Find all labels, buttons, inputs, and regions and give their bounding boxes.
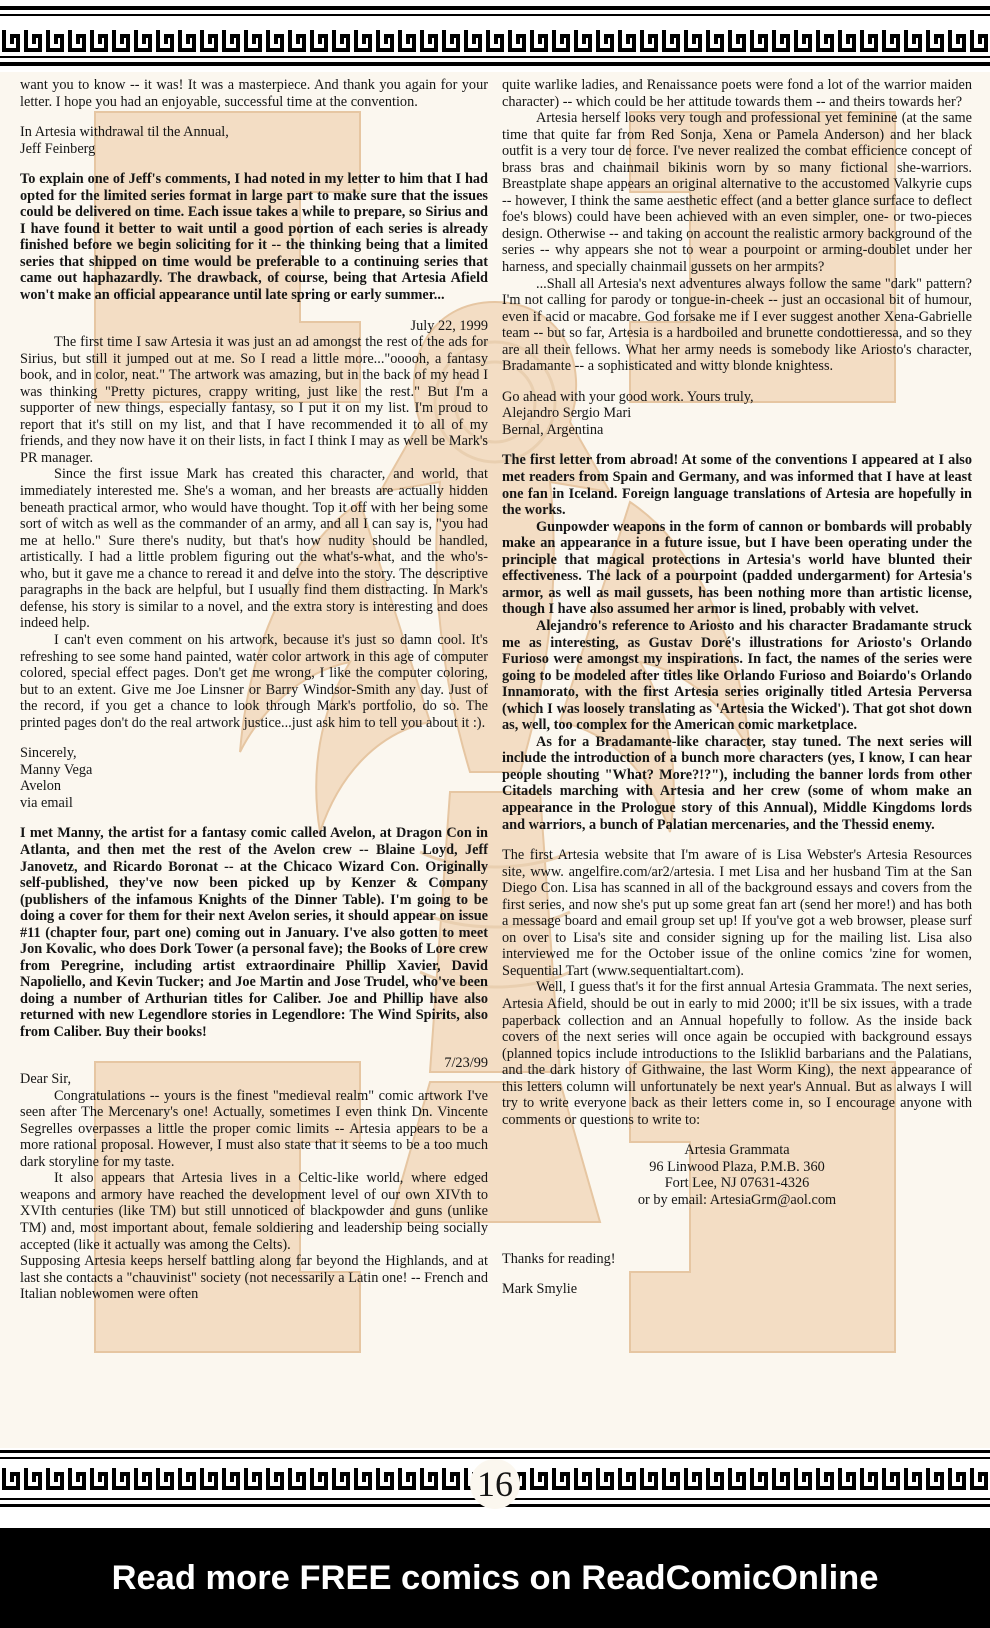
paragraph: I met Manny, the artist for a fantasy comic called Avelon, at Dragon Con in Atlanta, and then met the rest of the Avelon crew -- Blaine Loyd, Jeff Janovetz, and Ricardo Boronat -- at the Chicaco Wizard Con. Originally self-published, they've now been picked up by Kenzer & Company (publishers of the infamous Knights of the Dinner Table). I'm going to be doing a cover for them for their next Avelon series, it should appear on issue #11 (chapter four, part one) coming out in January. I've also gotten to meet Jon Kovalic, who does Dork Tower (a personal fave); the Books of Lore crew from Peregrine, including artist extraordinaire Phillip Xavier, David Napoliello, and Kevin Tucker; and Joe Martin and Jose Trudel, who've been doing a number of Arthurian titles for Caliber. Joe and Phillip have also returned with new Legendlore stories in Legendlore: The Wind Spirits, also from Caliber. Buy their books! <box>20 825 488 1040</box>
greek-key-motif <box>422 30 436 50</box>
greek-key-motif <box>378 1468 392 1488</box>
paragraph: It also appears that Artesia lives in a Celtic-like world, where edged weapons and armory have reached the development level of our own XIVth to XVIth centuries (like TM) but still unnoticed of blackpowder and guns (unlike TM) and, most important about, female soldiering and leadership being socially accepted (like it actually was among the Celts). <box>20 1170 488 1253</box>
paragraph: The first Artesia website that I'm aware of is Lisa Webster's Artesia Resources site, www. angelfire.com/ar2/artesia. I met Lisa and her husband Tim at the San Diego Con. Lisa has scanned in all of the background essays and covers from the first series, and now she's put up some great fan art (send her more!) and has both a message board and email group set up! If you've got a web browser, please surf on over to Lisa's site and consider signing up for the mailing list. Lisa also interviewed me for the October issue of the online comics 'zine for women, Sequential Tart (www.sequentialtart.com). <box>502 847 972 979</box>
greek-key-motif <box>972 1468 986 1488</box>
paragraph: Thanks for reading! <box>502 1250 616 1267</box>
paragraph-gap <box>502 833 972 847</box>
greek-key-motif <box>840 1468 854 1488</box>
greek-key-motif <box>312 30 326 50</box>
greek-key-motif <box>268 1468 282 1488</box>
greek-key-motif <box>4 30 18 50</box>
paragraph-gap <box>20 811 488 825</box>
paragraph: As for a Bradamante-like character, stay tuned. The next series will include the introduction of a bunch more characters (yes, I know, I can hear people shouting "What? More?!?"), including the banner lords from other Citadels marching with Artesia and her crew (some of whom make an appearance in the Prologue story of this Annual), Middle Kingdoms lords and warriors, a bunch of Palatian mercenaries, and the Thessid enemy. <box>502 733 972 833</box>
greek-key-motif <box>950 30 964 50</box>
greek-key-motif <box>114 30 128 50</box>
paragraph-gap <box>502 1209 972 1223</box>
top-greek-key-border <box>0 0 990 72</box>
greek-key-motif <box>950 1468 964 1488</box>
greek-key-motif <box>510 30 524 50</box>
paragraph-gap <box>502 1267 972 1281</box>
paragraph: ...Shall all Artesia's next adventures always follow the same "dark" pattern? I'm not calling for parody or tongue-in-cheek -- just an occasional bit of humour, even if acid or macabre. God forsake me if I ever suggest another Xena-Gabrielle team -- but so far, Artesia is a hardboiled and brunette condottieressa, and so they are all their fellows. What her army needs is somebody like Ariosto's character, Bradamante -- a sophisticated and witty blonde knightess. <box>502 275 972 375</box>
paragraph: Artesia herself looks very tough and professional yet feminine (at the same time that quite far from Red Sonja, Xena or Pamela Anderson) and her black outfit is a very tour de force. I've never realized the combat efficience concept of brass bras and chainmail bikinis worn by so many fictional she-warriors. Breastplate shape appears an original alternative to the accustomed Valkyrie cups -- however, I think the same aesthetic effect (and a better glance surface to deflect foe's blows) could have been achieved with an even simpler, one- or two-pieces design. Otherwise -- and taking on account the realistic armory background of the series -- why appears she not to wear a pourpoint or arming-doublet under her harness, and specially chainmail gussets on her armpits? <box>502 110 972 276</box>
greek-key-motif <box>400 30 414 50</box>
paragraph: Jeff Feinberg <box>20 140 96 157</box>
greek-key-motif <box>422 1468 436 1488</box>
greek-key-motif <box>642 30 656 50</box>
paragraph: Mark Smylie <box>502 1281 578 1298</box>
greek-key-motif <box>224 30 238 50</box>
greek-key-motif <box>576 30 590 50</box>
greek-key-motif <box>202 1468 216 1488</box>
paragraph-gap <box>502 438 972 452</box>
greek-key-motif <box>180 30 194 50</box>
greek-key-motif <box>92 1468 106 1488</box>
address-line: or by email: ArtesiaGrm@aol.com <box>637 1192 837 1208</box>
promo-banner[interactable]: Read more FREE comics on ReadComicOnline <box>0 1528 990 1628</box>
greek-key-motif <box>356 30 370 50</box>
greek-key-motif <box>378 30 392 50</box>
greek-key-motif <box>884 1468 898 1488</box>
greek-key-motif <box>686 30 700 50</box>
paragraph: Well, I guess that's it for the first annual Artesia Grammata. The next series, Artesia Afield, should be out in early to mid 2000; it'll be six issues, with a trade paperback collection and an Annual hopefully to follow. As the inside back covers of the next series will once again be occupied with background essays (planned topics include introductions to the Isliklid barbarians and the Palatians, and the dark history of Githwaine, the last Worm King), the next appearance of this letters column will unfortunately be next year's Annual. But as always I will try to write everyone back as their letters come in, so I encourage anyone with comments or questions to write to: <box>502 979 972 1128</box>
paragraph-gap <box>502 1223 972 1237</box>
greek-key-motif <box>4 1468 18 1488</box>
greek-key-motif <box>554 30 568 50</box>
greek-key-motif <box>268 30 282 50</box>
address-line: 96 Linwood Plaza, P.M.B. 360 <box>649 1158 825 1175</box>
paragraph-gap <box>502 1237 972 1251</box>
greek-key-motif <box>334 30 348 50</box>
greek-key-motif <box>818 1468 832 1488</box>
paragraph: Go ahead with your good work. Yours truly, <box>502 388 754 405</box>
greek-key-motif <box>598 1468 612 1488</box>
greek-key-motif <box>862 1468 876 1488</box>
greek-key-motif <box>598 30 612 50</box>
greek-key-motif <box>686 1468 700 1488</box>
paragraph: Alejandro Sergio Mari <box>502 405 632 422</box>
greek-key-motif <box>730 30 744 50</box>
greek-key-motif <box>554 1468 568 1488</box>
paragraph: The first letter from abroad! At some of the conventions I appeared at I also met readers from Spain and Germany, and was informed that I have at least one fan in Iceland. Foreign language translations of Artesia are hopefully in the works. <box>502 452 972 519</box>
paragraph: Congratulations -- yours is the finest "medieval realm" comic artwork I've seen after The Mercenary's one! Actually, sometimes I even think Dn. Vincente Segrelles overpasses a little the proper comic limits -- Artesia appears to be a more rational proposal. However, I must also state that it seems to be a too much dark storyline for my taste. <box>20 1087 488 1170</box>
paragraph-gap <box>20 731 488 745</box>
greek-key-motif <box>158 1468 172 1488</box>
greek-key-motif <box>312 1468 326 1488</box>
greek-key-motif <box>180 1468 194 1488</box>
greek-key-motif <box>928 30 942 50</box>
greek-key-motif <box>202 30 216 50</box>
right-column <box>502 77 972 1298</box>
greek-key-motif <box>796 1468 810 1488</box>
left-column <box>20 77 488 1303</box>
greek-key-motif <box>224 1468 238 1488</box>
greek-key-motif <box>818 30 832 50</box>
greek-key-motif <box>884 30 898 50</box>
greek-key-motif <box>774 1468 788 1488</box>
greek-key-motif <box>708 30 722 50</box>
letter-date: July 22, 1999 <box>410 317 488 334</box>
greek-key-motif <box>928 1468 942 1488</box>
greek-key-motif <box>488 30 502 50</box>
greek-key-motif <box>26 30 40 50</box>
greek-key-motif <box>70 30 84 50</box>
greek-key-motif <box>840 30 854 50</box>
greek-key-motif <box>114 1468 128 1488</box>
paragraph: Sincerely, <box>20 745 77 762</box>
greek-key-motif <box>136 30 150 50</box>
greek-key-motif <box>752 30 766 50</box>
greek-key-motif <box>70 1468 84 1488</box>
greek-key-motif <box>532 30 546 50</box>
greek-key-motif <box>774 30 788 50</box>
greek-key-motif <box>246 1468 260 1488</box>
greek-key-motif <box>290 1468 304 1488</box>
paragraph: Avelon <box>20 778 62 795</box>
address-line: Fort Lee, NJ 07631-4326 <box>664 1175 810 1192</box>
address-line: Artesia Grammata <box>684 1142 790 1159</box>
greek-key-motif <box>972 30 986 50</box>
paragraph: quite warlike ladies, and Renaissance poets were fond a lot of the warrior maiden character) -- which could be her attitude towards them -- and theirs towards her? <box>502 77 972 110</box>
greek-key-motif <box>444 1468 458 1488</box>
greek-key-motif <box>400 1468 414 1488</box>
greek-key-motif <box>906 1468 920 1488</box>
greek-key-motif <box>730 1468 744 1488</box>
greek-key-motif <box>246 30 260 50</box>
paragraph: want you to know -- it was! It was a masterpiece. And thank you again for your letter. I hope you had an enjoyable, successful time at the convention. <box>20 77 488 110</box>
greek-key-motif <box>92 30 106 50</box>
paragraph-gap <box>20 110 488 124</box>
paragraph: I can't even comment on his artwork, because it's just so damn cool. It's refreshing to see some hand painted, water color artwork in this age of computer colored, special effect pages. Don't get me wrong, I like the computer coloring, but to an extent. Give me Joe Linsner or Barry Windsor-Smith any day. Just of the record, if you get a chance to look through Mark's portfolio, do so. The printed pages don't do the real artwork justice...just ask him to tell you about it :). <box>20 631 488 731</box>
paragraph-gap <box>20 304 488 318</box>
paragraph: To explain one of Jeff's comments, I had noted in my letter to him that I had opted for the limited series format in large part to make sure that the issues could be delivered on time. Each issue takes a while to prepare, so Sirius and I have found it better to wait until a good portion of each series is already finished before we begin soliciting for it -- the thinking being that a limited series that shipped on time would be preferable to a continuing series that came out haphazardly. The drawback, of course, being that Artesia Afield won't make an official appearance until late spring or early summer... <box>20 171 488 304</box>
greek-key-motif <box>796 30 810 50</box>
paragraph: Supposing Artesia keeps herself battling along far beyond the Highlands, and at last she contacts a "chauvinist" society (not necessarily a Latin one! -- French and Italian noblewomen were often <box>20 1253 488 1303</box>
greek-key-motif <box>620 30 634 50</box>
greek-key-motif <box>862 30 876 50</box>
paragraph: The first time I saw Artesia it was just an ad amongst the rest of the ads for Sirius, but still it jumped out at me. So I read a little more..."ooooh, a fantasy book, and in color, neat." The artwork was amazing, but in the back of my head I was thinking "Pretty pictures, crappy writing, just like the rest." But I'm a supporter of new things, especially fantasy, so I put it on my list. I'm proud to report that it's still on my list, and that I have recommended it to all of my friends, and they now have it on their lists, in fact I think I may as well be Mark's PR manager. <box>20 334 488 466</box>
greek-key-motif <box>48 30 62 50</box>
greek-key-motif <box>158 30 172 50</box>
greek-key-motif <box>708 1468 722 1488</box>
page-number: 16 <box>470 1459 520 1509</box>
greek-key-motif <box>466 30 480 50</box>
greek-key-motif <box>664 30 678 50</box>
paragraph: Since the first issue Mark has created this character, and world, that immediately interested me. She's a woman, and her breasts are actually hidden beneath practical armor, who would have thought. Top it off with her being some sort of witch as well as the commander of an army, and all I can say is, "you had me at hello." Sure there's nudity, but that's how nudity should be handled, artistically. I had a little problem figuring out the what's-what, and the who's-who, but it gave me a chance to reread it and delve into the story. The descriptive paragraphs in the back are helpful, but I usually find them distracting. In Mark's defense, his story is similar to a novel, and the extra story is interesting and does indeed help. <box>20 466 488 632</box>
greek-key-motif <box>576 1468 590 1488</box>
greek-key-motif <box>290 30 304 50</box>
paragraph: In Artesia withdrawal til the Annual, <box>20 124 229 141</box>
paragraph-gap <box>502 1128 972 1142</box>
paragraph: Alejandro's reference to Ariosto and his character Bradamante struck me as interesting, as Gustav Doré's illustrations for Ariosto's Orlando Furioso were amongst my inspirations. In fact, the names of the series were going to be modeled after titles like Orlando Furioso and Boiardo's Orlando Innamorato, with the first Artesia series originally titled Artesia Perversa (which I was loosely translating as 'Artesia the Wicked'). That got shot down as, well, too complex for the American comic marketplace. <box>502 617 972 734</box>
greek-key-motif <box>356 1468 370 1488</box>
greek-key-motif <box>752 1468 766 1488</box>
letter-date: 7/23/99 <box>444 1054 488 1071</box>
greek-key-motif <box>906 30 920 50</box>
greek-key-motif <box>136 1468 150 1488</box>
paragraph: Gunpowder weapons in the form of cannon or bombards will probably make an appearance in a future issue, but I have been operating under the principle that magical protections in Artesia's world have blunted their effectiveness. The lack of a pourpoint (padded undergarment) for Artesia's armor, as well as mail gussets, has been nothing more than artistic license, though I have also assumed her armor is lined, probably with velvet. <box>502 518 972 618</box>
greek-key-motif <box>334 1468 348 1488</box>
paragraph: Dear Sir, <box>20 1071 72 1088</box>
greek-key-motif <box>26 1468 40 1488</box>
greek-key-motif <box>444 30 458 50</box>
greek-key-motif <box>664 1468 678 1488</box>
greek-key-motif <box>620 1468 634 1488</box>
paragraph-gap <box>20 157 488 171</box>
greek-key-motif <box>642 1468 656 1488</box>
greek-key-motif <box>48 1468 62 1488</box>
paragraph: Manny Vega <box>20 761 93 778</box>
paragraph: Bernal, Argentina <box>502 421 604 438</box>
paragraph-gap <box>502 375 972 389</box>
paragraph-gap <box>20 1041 488 1055</box>
paragraph: via email <box>20 794 73 811</box>
greek-key-motif <box>532 1468 546 1488</box>
